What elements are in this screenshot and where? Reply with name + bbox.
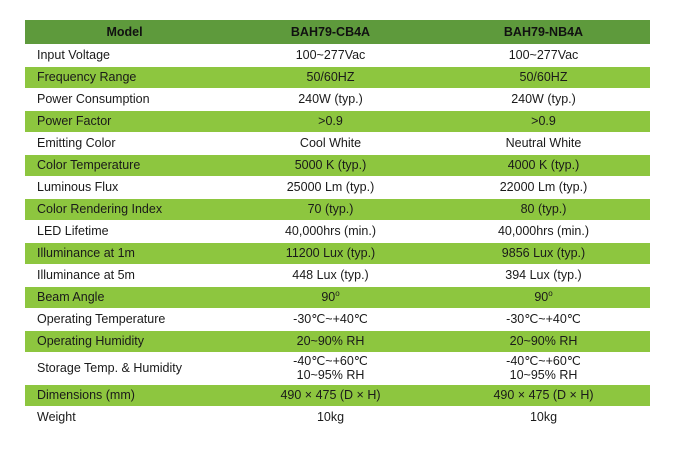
row-label: Color Rendering Index <box>25 198 224 220</box>
row-label: Emitting Color <box>25 132 224 154</box>
value-a: 11200 Lux (typ.) <box>224 242 437 264</box>
value-b: -30℃~+40℃ <box>437 308 650 330</box>
table-row <box>25 286 650 308</box>
table-row <box>25 352 650 384</box>
value-a: 25000 Lm (typ.) <box>224 176 437 198</box>
table-row <box>25 176 650 198</box>
value-a: 40,000hrs (min.) <box>224 220 437 242</box>
table-row <box>25 384 650 406</box>
value-b <box>437 286 650 308</box>
value-b: 4000 K (typ.) <box>437 154 650 176</box>
value-b: 20~90% RH <box>437 330 650 352</box>
table-row <box>25 264 650 286</box>
row-label: Color Temperature <box>25 154 224 176</box>
row-label: Illuminance at 1m <box>25 242 224 264</box>
value-a: 490 × 475 (D × H) <box>224 384 437 406</box>
value-b: 50/60HZ <box>437 66 650 88</box>
value-a: 20~90% RH <box>224 330 437 352</box>
value-b: 10kg <box>437 406 650 428</box>
value-a: Cool White <box>224 132 437 154</box>
row-label: Operating Temperature <box>25 308 224 330</box>
row-label: Weight <box>25 406 224 428</box>
value-a-number: 90 <box>321 290 336 304</box>
value-a-line-2: 10~95% RH <box>296 368 365 382</box>
row-label: Storage Temp. & Humidity <box>25 352 224 384</box>
header-model: Model <box>25 20 224 44</box>
table-row <box>25 132 650 154</box>
table-row <box>25 88 650 110</box>
value-b: 9856 Lux (typ.) <box>437 242 650 264</box>
row-label: LED Lifetime <box>25 220 224 242</box>
value-b: 394 Lux (typ.) <box>437 264 650 286</box>
table-row <box>25 308 650 330</box>
header-model-a: BAH79-CB4A <box>224 20 437 44</box>
value-a <box>224 352 437 384</box>
value-b: 240W (typ.) <box>437 88 650 110</box>
value-a: 448 Lux (typ.) <box>224 264 437 286</box>
value-b-number: 90 <box>534 290 549 304</box>
table-row <box>25 154 650 176</box>
table-row <box>25 220 650 242</box>
table-row <box>25 330 650 352</box>
table-row <box>25 44 650 66</box>
degree-mark: o <box>335 288 340 298</box>
spec-table <box>25 20 650 429</box>
value-b: 40,000hrs (min.) <box>437 220 650 242</box>
row-label: Dimensions (mm) <box>25 384 224 406</box>
row-label: Illuminance at 5m <box>25 264 224 286</box>
row-label: Beam Angle <box>25 286 224 308</box>
value-a: 70 (typ.) <box>224 198 437 220</box>
value-a: 5000 K (typ.) <box>224 154 437 176</box>
value-a: 100~277Vac <box>224 44 437 66</box>
value-a: 240W (typ.) <box>224 88 437 110</box>
row-label: Operating Humidity <box>25 330 224 352</box>
row-label: Input Voltage <box>25 44 224 66</box>
degree-mark: o <box>548 288 553 298</box>
value-b: 490 × 475 (D × H) <box>437 384 650 406</box>
table-row <box>25 242 650 264</box>
value-a <box>224 286 437 308</box>
value-b: 80 (typ.) <box>437 198 650 220</box>
value-b: 100~277Vac <box>437 44 650 66</box>
value-b <box>437 352 650 384</box>
value-b: Neutral White <box>437 132 650 154</box>
value-b-line-2: 10~95% RH <box>509 368 578 382</box>
row-label: Luminous Flux <box>25 176 224 198</box>
table-row <box>25 66 650 88</box>
row-label: Power Factor <box>25 110 224 132</box>
table-row <box>25 198 650 220</box>
value-a: 10kg <box>224 406 437 428</box>
table-row <box>25 406 650 428</box>
value-b: >0.9 <box>437 110 650 132</box>
table-header-row <box>25 20 650 44</box>
value-a-line-1: -40℃~+60℃ <box>293 354 368 368</box>
table-row <box>25 110 650 132</box>
value-a: >0.9 <box>224 110 437 132</box>
value-a: 50/60HZ <box>224 66 437 88</box>
header-model-b: BAH79-NB4A <box>437 20 650 44</box>
value-b-line-1: -40℃~+60℃ <box>506 354 581 368</box>
row-label: Power Consumption <box>25 88 224 110</box>
row-label: Frequency Range <box>25 66 224 88</box>
value-b: 22000 Lm (typ.) <box>437 176 650 198</box>
value-a: -30℃~+40℃ <box>224 308 437 330</box>
